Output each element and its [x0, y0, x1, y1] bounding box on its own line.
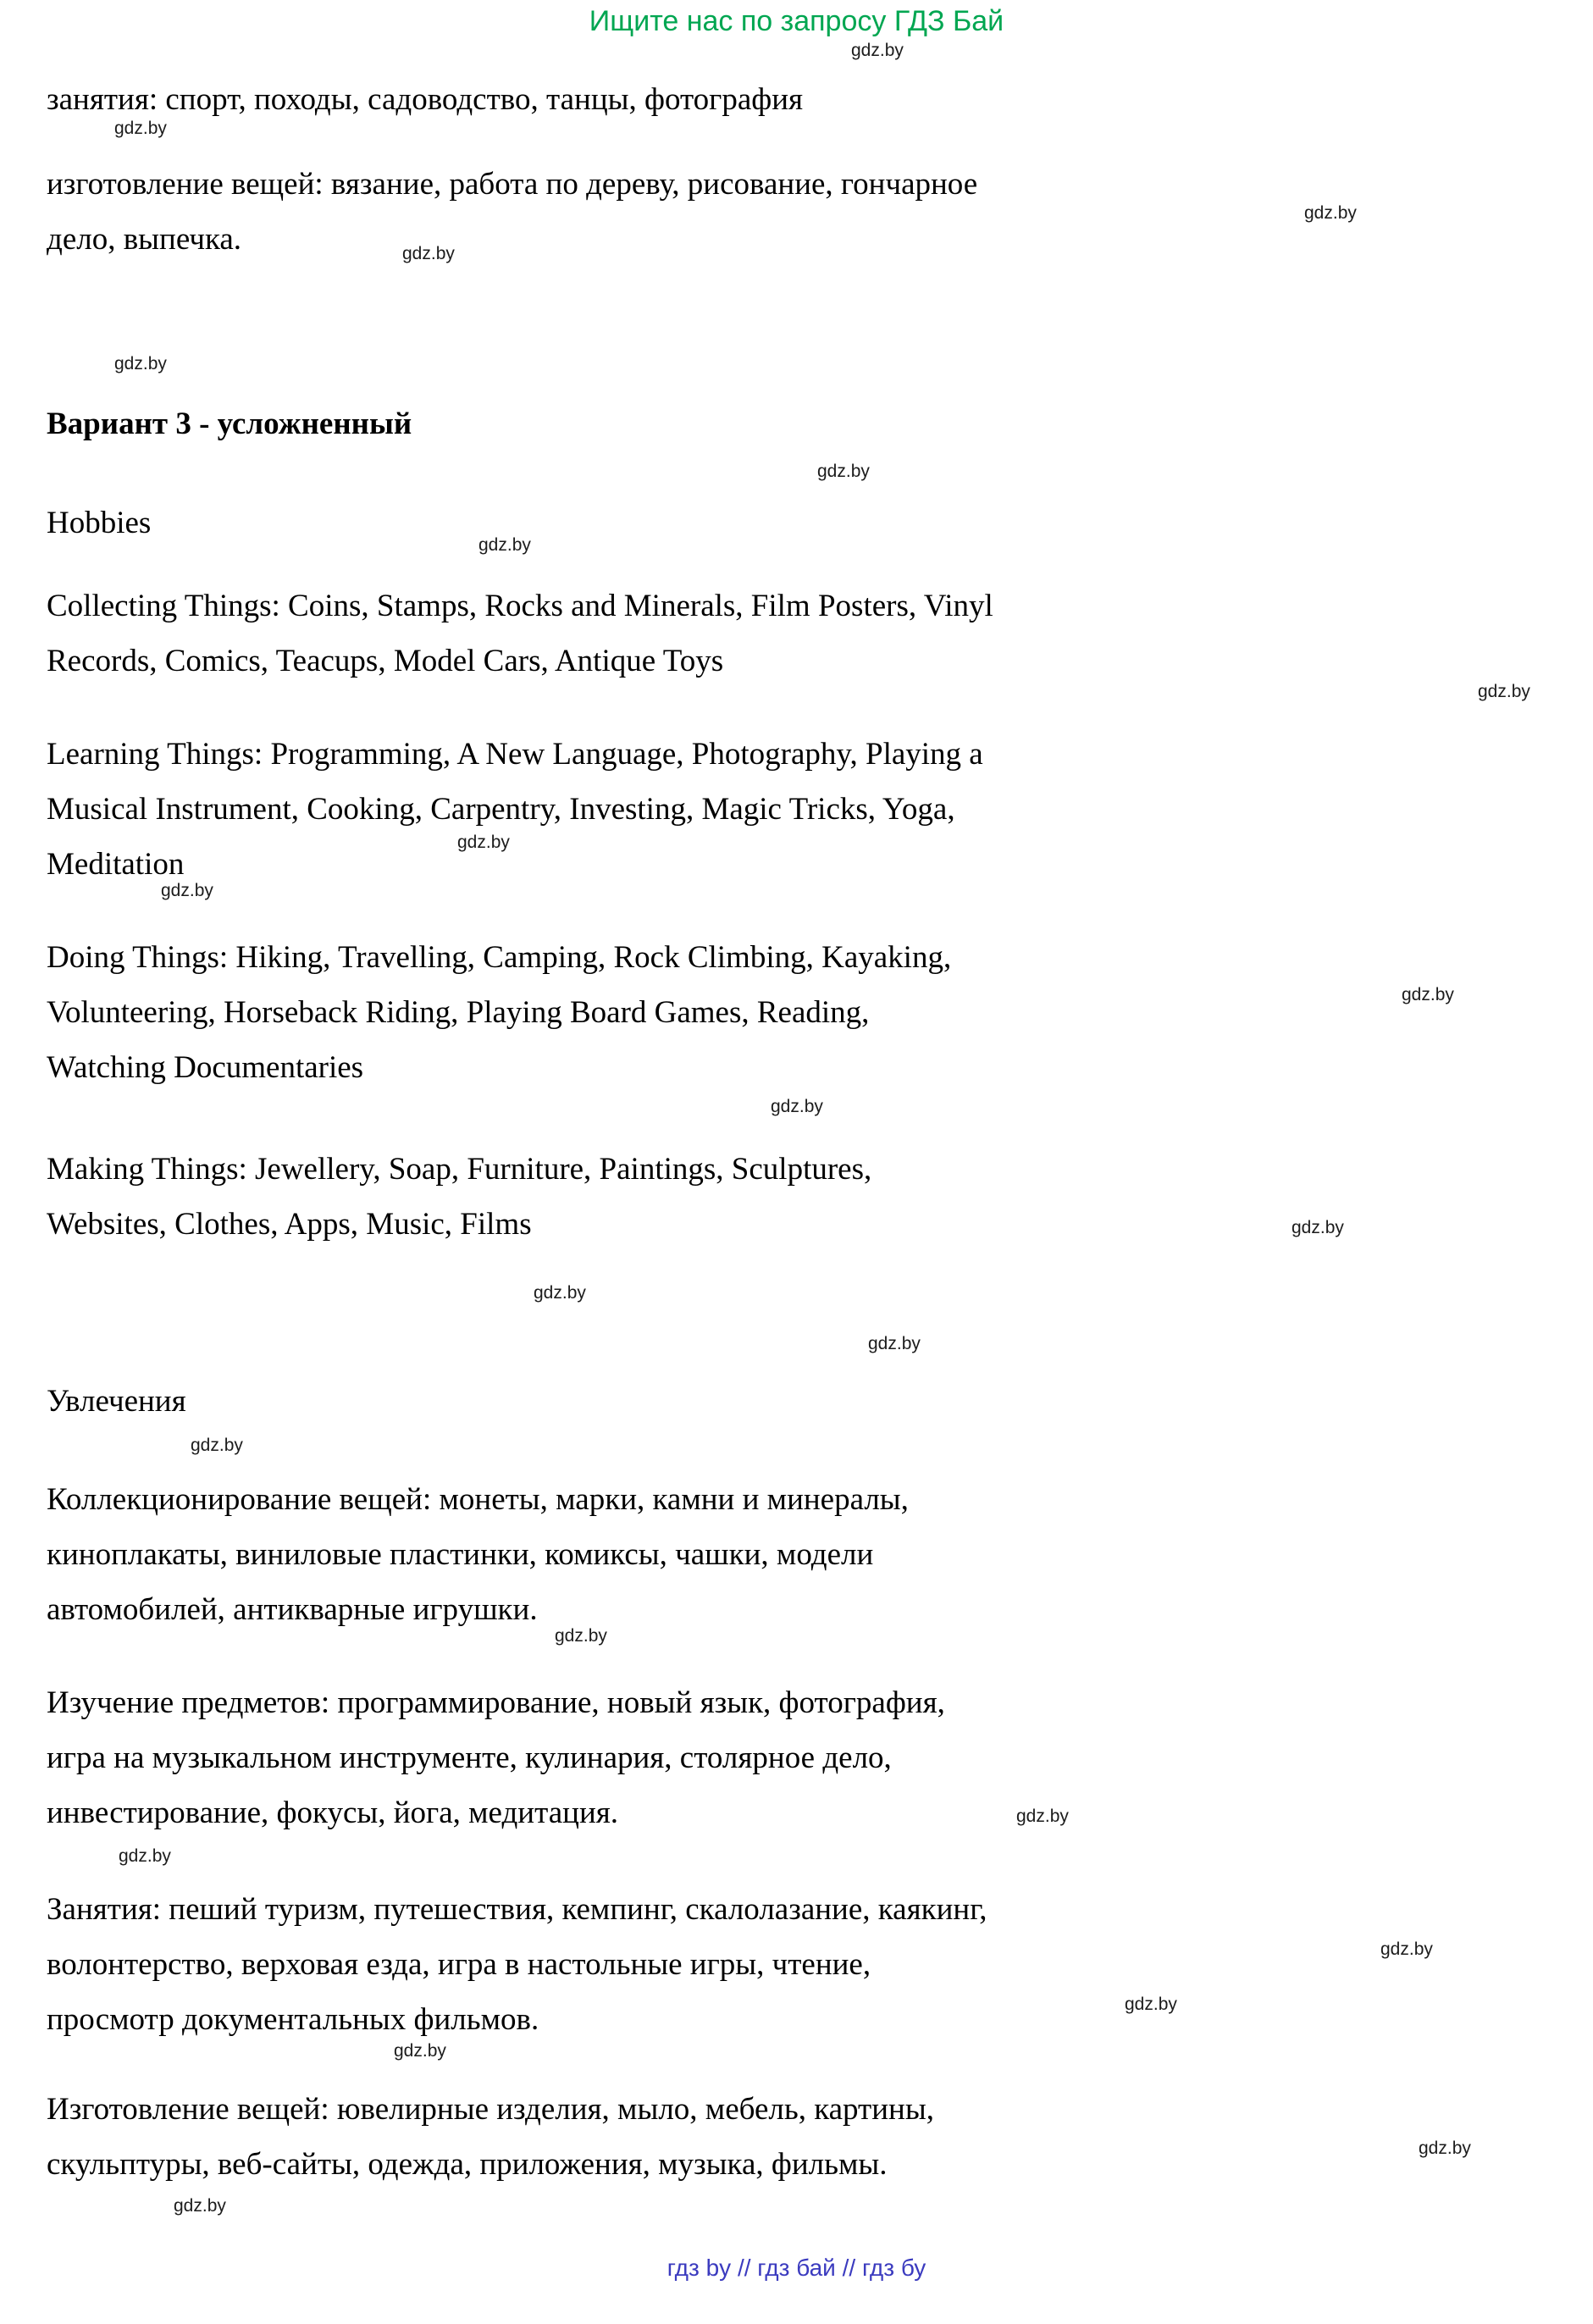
watermark: gdz.by [1292, 1218, 1344, 1237]
text-line: киноплакаты, виниловые пластинки, комиксы, чашки, модели [47, 1537, 874, 1572]
text-line: занятия: спорт, походы, садоводство, танцы, фотография [47, 82, 804, 117]
watermark: gdz.by [394, 2041, 446, 2061]
text-line: Making Things: Jewellery, Soap, Furniture, Paintings, Sculptures, [47, 1152, 872, 1187]
watermark: gdz.by [851, 41, 904, 60]
watermark: gdz.by [555, 1626, 607, 1646]
watermark: gdz.by [534, 1283, 586, 1303]
watermark: gdz.by [1016, 1807, 1069, 1826]
text-line: инвестирование, фокусы, йога, медитация. [47, 1796, 619, 1830]
paragraph-en-doing [47, 930, 1563, 1095]
text-line: волонтерство, верховая езда, игра в настольные игры, чтение, [47, 1947, 871, 1982]
title-line: Hobbies [47, 506, 152, 540]
heading-line: Вариант 3 - усложненный [47, 407, 412, 441]
text-line: Collecting Things: Coins, Stamps, Rocks and Minerals, Film Posters, Vinyl [47, 589, 993, 623]
watermark: gdz.by [114, 119, 167, 138]
watermark: gdz.by [1402, 985, 1454, 1004]
watermark: gdz.by [174, 2196, 226, 2216]
text-line: Doing Things: Hiking, Travelling, Camping, Rock Climbing, Kayaking, [47, 940, 952, 975]
paragraph-ru-doing [47, 1882, 1563, 2047]
watermark: gdz.by [817, 462, 870, 481]
title-line: Увлечения [47, 1384, 186, 1419]
text-line: изготовление вещей: вязание, работа по дереву, рисование, гончарное [47, 167, 978, 202]
text-line: Изучение предметов: программирование, новый язык, фотография, [47, 1685, 945, 1720]
watermark: gdz.by [457, 833, 510, 852]
paragraph-ru-learning [47, 1675, 1563, 1840]
variant-heading [47, 396, 1563, 451]
watermark: gdz.by [114, 354, 167, 374]
watermark: gdz.by [161, 881, 213, 900]
paragraph-ru-making [47, 2082, 1563, 2192]
watermark: gdz.by [1419, 2139, 1471, 2158]
text-line: Volunteering, Horseback Riding, Playing Board Games, Reading, [47, 995, 870, 1030]
text-line: Learning Things: Programming, A New Language, Photography, Playing a [47, 737, 983, 772]
english-title [47, 495, 1563, 551]
text-line: Изготовление вещей: ювелирные изделия, мыло, мебель, картины, [47, 2092, 934, 2127]
text-line: игра на музыкальном инструменте, кулинария, столярное дело, [47, 1740, 892, 1775]
watermark: gdz.by [119, 1846, 171, 1866]
text-line: Meditation [47, 847, 185, 882]
promo-banner: Ищите нас по запросу ГДЗ Бай [589, 5, 1004, 37]
watermark: gdz.by [1478, 682, 1530, 701]
paragraph-ru-collecting [47, 1472, 1563, 1637]
watermark: gdz.by [1380, 1939, 1433, 1959]
watermark: gdz.by [1125, 1995, 1177, 2014]
watermark: gdz.by [1304, 203, 1357, 223]
watermark: gdz.by [402, 244, 455, 263]
text-line: Musical Instrument, Cooking, Carpentry, Investing, Magic Tricks, Yoga, [47, 792, 955, 827]
watermark: gdz.by [771, 1097, 823, 1116]
text-line: Websites, Clothes, Apps, Music, Films [47, 1207, 532, 1242]
footer-links: гдз by // гдз бай // гдз бу [667, 2255, 926, 2281]
text-line: Коллекционирование вещей: монеты, марки, камни и минералы, [47, 1482, 909, 1517]
paragraph-ru-intro-1 [47, 72, 1563, 127]
text-line: Records, Comics, Teacups, Model Cars, Antique Toys [47, 644, 724, 678]
watermark: gdz.by [478, 535, 531, 555]
watermark: gdz.by [868, 1334, 921, 1353]
text-line: автомобилей, антикварные игрушки. [47, 1592, 538, 1627]
text-line: дело, выпечка. [47, 222, 242, 257]
paragraph-en-collecting [47, 578, 1563, 689]
text-line: просмотр документальных фильмов. [47, 2002, 539, 2037]
russian-title [47, 1374, 1563, 1429]
text-line: Watching Documentaries [47, 1050, 364, 1085]
text-line: Занятия: пеший туризм, путешествия, кемпинг, скалолазание, каякинг, [47, 1892, 987, 1927]
text-line: скульптуры, веб-сайты, одежда, приложения, музыка, фильмы. [47, 2147, 888, 2182]
watermark: gdz.by [191, 1436, 243, 1455]
paragraph-en-learning [47, 727, 1563, 892]
